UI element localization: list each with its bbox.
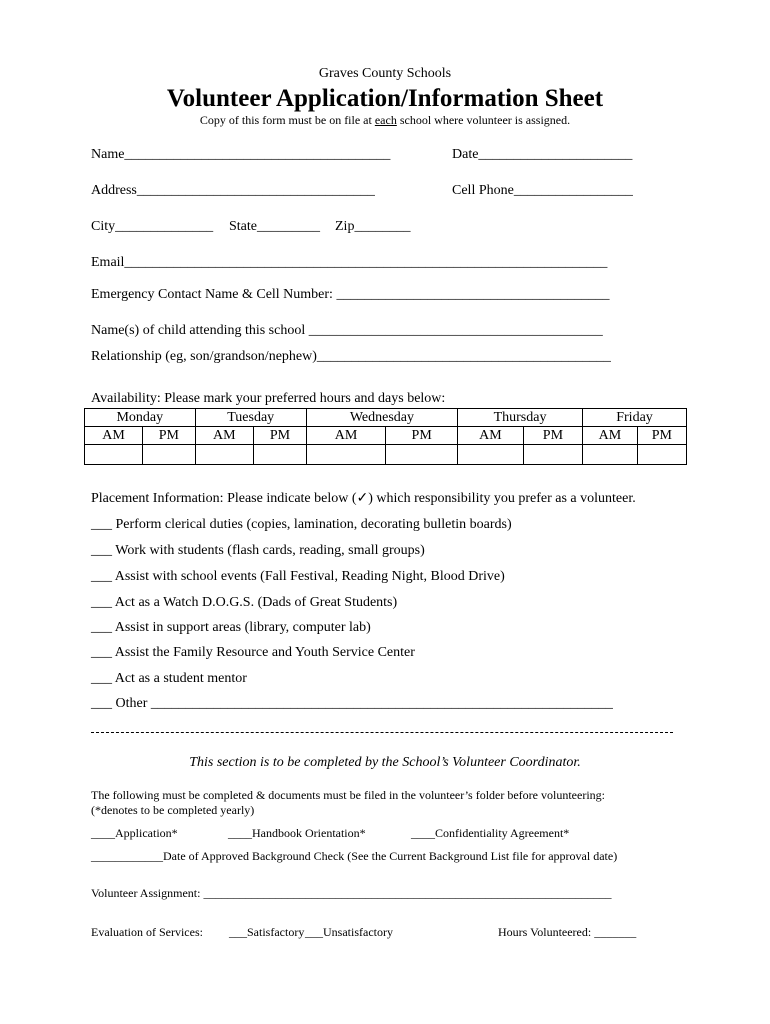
unsatisfactory-check[interactable]: ___Unsatisfactory <box>305 925 393 939</box>
option-watch-dogs[interactable]: ___ Act as a Watch D.O.G.S. (Dads of Great Students) <box>91 595 398 610</box>
day-header-row <box>85 409 687 427</box>
coordinator-instructions-1: The following must be completed & documents must be filed in the volunteer’s folder before volunteering: <box>91 788 605 802</box>
section-divider <box>91 732 673 733</box>
tuesday-pm-label: PM <box>254 427 307 445</box>
city-field[interactable]: City______________ <box>91 219 214 234</box>
handbook-check[interactable]: ____Handbook Orientation* <box>228 826 366 840</box>
subtitle-post: school where volunteer is assigned. <box>396 113 571 127</box>
relationship-field[interactable]: Relationship (eg, son/grandson/nephew)__________________________________________ <box>91 349 611 364</box>
coordinator-note: This section is to be completed by the School’s Volunteer Coordinator. <box>189 755 581 770</box>
option-family-resource[interactable]: ___ Assist the Family Resource and Youth Service Center <box>91 645 415 660</box>
coordinator-instructions-2: (*denotes to be completed yearly) <box>91 803 255 817</box>
thursday-pm-cell[interactable] <box>523 445 582 465</box>
tuesday-am-cell[interactable] <box>195 445 253 465</box>
emergency-contact-field[interactable]: Emergency Contact Name & Cell Number: _______________________________________ <box>91 287 610 302</box>
evaluation-label: Evaluation of Services: <box>91 925 203 939</box>
monday-am-cell[interactable] <box>85 445 143 465</box>
availability-heading: Availability: Please mark your preferred hours and days below: <box>91 391 446 406</box>
friday-am-cell[interactable] <box>583 445 638 465</box>
satisfactory-check[interactable]: ___Satisfactory <box>229 925 305 939</box>
form-title: Volunteer Application/Information Sheet <box>166 85 604 112</box>
subtitle-pre: Copy of this form must be on file at <box>199 113 375 127</box>
friday-am-label: AM <box>583 427 638 445</box>
availability-mark-row <box>85 445 687 465</box>
friday-pm-cell[interactable] <box>637 445 686 465</box>
form-subtitle <box>0 114 770 126</box>
option-support-areas[interactable]: ___ Assist in support areas (library, computer lab) <box>91 620 371 635</box>
confidentiality-check[interactable]: ____Confidentiality Agreement* <box>411 826 570 840</box>
day-friday: Friday <box>583 409 687 427</box>
option-other[interactable]: ___ Other __________________________________________________________________ <box>91 696 613 711</box>
background-check-field[interactable]: ____________Date of Approved Background Check (See the Current Background List file for approval date) <box>91 849 618 863</box>
wednesday-am-label: AM <box>306 427 386 445</box>
wednesday-pm-cell[interactable] <box>386 445 458 465</box>
day-thursday: Thursday <box>458 409 583 427</box>
address-field[interactable]: Address__________________________________ <box>91 183 375 198</box>
application-check[interactable]: ____Application* <box>91 826 178 840</box>
zip-field[interactable]: Zip________ <box>335 219 411 234</box>
option-mentor[interactable]: ___ Act as a student mentor <box>91 671 247 686</box>
availability-table <box>84 408 687 465</box>
option-clerical[interactable]: ___ Perform clerical duties (copies, lamination, decorating bulletin boards) <box>91 517 512 532</box>
child-name-field[interactable]: Name(s) of child attending this school __________________________________________ <box>91 323 603 338</box>
friday-pm-label: PM <box>637 427 686 445</box>
thursday-am-label: AM <box>458 427 524 445</box>
hours-volunteered-field[interactable]: Hours Volunteered: _______ <box>498 925 637 939</box>
ampm-header-row <box>85 427 687 445</box>
monday-am-label: AM <box>85 427 143 445</box>
day-monday: Monday <box>85 409 196 427</box>
state-field[interactable]: State_________ <box>229 219 320 234</box>
subtitle-underlined: each <box>374 113 397 127</box>
thursday-am-cell[interactable] <box>458 445 524 465</box>
tuesday-pm-cell[interactable] <box>254 445 307 465</box>
tuesday-am-label: AM <box>195 427 253 445</box>
thursday-pm-label: PM <box>523 427 582 445</box>
wednesday-pm-label: PM <box>386 427 458 445</box>
option-students[interactable]: ___ Work with students (flash cards, reading, small groups) <box>91 543 425 558</box>
cell-phone-field[interactable]: Cell Phone_________________ <box>452 183 633 198</box>
assignment-field[interactable]: Volunteer Assignment: ____________________________________________________________________ <box>91 886 612 900</box>
monday-pm-cell[interactable] <box>143 445 195 465</box>
placement-heading: Placement Information: Please indicate below (✓) which responsibility you prefer as a volunteer. <box>91 491 636 506</box>
name-field[interactable]: Name______________________________________ <box>91 147 391 162</box>
day-wednesday: Wednesday <box>306 409 457 427</box>
wednesday-am-cell[interactable] <box>306 445 386 465</box>
date-field[interactable]: Date______________________ <box>452 147 633 162</box>
day-tuesday: Tuesday <box>195 409 306 427</box>
option-events[interactable]: ___ Assist with school events (Fall Festival, Reading Night, Blood Drive) <box>91 569 505 584</box>
monday-pm-label: PM <box>143 427 195 445</box>
email-field[interactable]: Email_____________________________________________________________________ <box>91 255 608 270</box>
school-name: Graves County Schools <box>318 66 452 81</box>
